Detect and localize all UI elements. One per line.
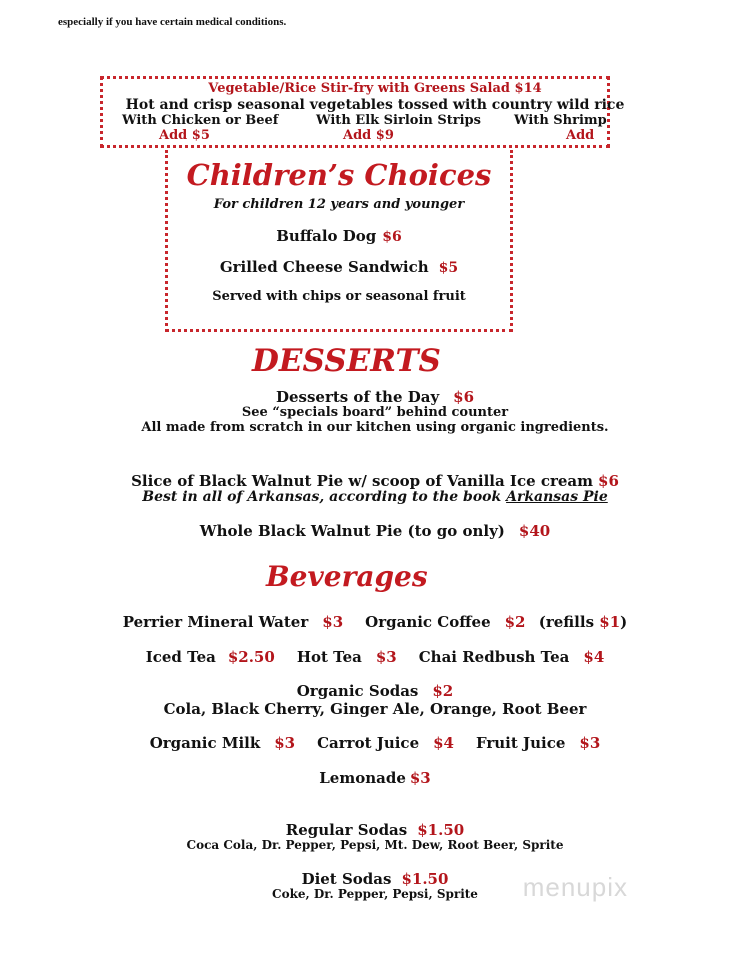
desserts-note-specials: See “specials board” behind counter [241,405,509,420]
medical-notice: especially if you have certain medical conditions. [58,16,287,28]
beverage-hot-tea: Hot Tea [296,648,362,666]
children-item-buffalo-dog: Buffalo Dog $6 [276,227,402,245]
menupix-watermark: menupix [522,872,628,902]
beverages-row-3: Organic Milk $3 Carrot Juice $4 Fruit Juice $3 [149,734,601,752]
beverages-row-2: Iced Tea $2.50 Hot Tea $3 Chai Redbush Tea $4 [145,648,605,666]
stirfry-description: Hot and crisp seasonal vegetables tossed with country wild rice [125,97,625,113]
beverage-milk: Organic Milk [149,734,261,752]
children-note: Served with chips or seasonal fruit [212,289,466,304]
beverage-diet-sodas: Diet Sodas $1.50 [301,870,449,888]
beverage-perrier: Perrier Mineral Water [122,613,309,631]
beverage-coffee: Organic Coffee [365,613,491,631]
desserts-of-the-day: Desserts of the Day $6 [275,388,475,406]
stirfry-option-chicken: With Chicken or Beef [122,113,279,128]
stirfry-option-elk-price: Add $9 [343,128,394,143]
dessert-whole-pie: Whole Black Walnut Pie (to go only) $40 [199,522,551,540]
beverage-organic-sodas: Organic Sodas $2 [296,682,454,700]
stirfry-option-shrimp: With Shrimp [514,113,607,128]
beverage-chai: Chai Redbush Tea [418,648,570,666]
beverages-heading: Beverages [266,560,428,593]
beverage-regular-sodas-list: Coca Cola, Dr. Pepper, Pepsi, Mt. Dew, Root Beer, Sprite [186,838,564,852]
children-item-grilled-cheese: Grilled Cheese Sandwich $5 [219,258,459,276]
desserts-heading: DESSERTS [252,343,441,379]
beverage-organic-sodas-flavors: Cola, Black Cherry, Ginger Ale, Orange, Root Beer [163,700,587,718]
desserts-note-scratch: All made from scratch in our kitchen using organic ingredients. [141,420,609,435]
beverage-diet-sodas-list: Coke, Dr. Pepper, Pepsi, Sprite [272,887,478,901]
stirfry-option-elk: With Elk Sirloin Strips [316,113,481,128]
beverage-regular-sodas: Regular Sodas $1.50 [285,821,465,839]
beverage-fruit-juice: Fruit Juice [475,734,566,752]
children-heading: Children’s Choices [186,158,492,192]
beverage-iced-tea: Iced Tea [145,648,216,666]
stirfry-title: Vegetable/Rice Stir-fry with Greens Salad $14 [208,81,542,96]
children-subtitle: For children 12 years and younger [213,197,465,212]
dessert-slice-pie: Slice of Black Walnut Pie w/ scoop of Vanilla Ice cream $6 [131,472,619,490]
beverage-lemonade: Lemonade $3 [319,769,431,787]
beverage-carrot-juice: Carrot Juice [317,734,420,752]
beverages-row-1: Perrier Mineral Water $3 Organic Coffee $2 (refills $1) [122,613,628,631]
dessert-slice-note: Best in all of Arkansas, according to the book Arkansas Pie [142,489,608,505]
stirfry-option-chicken-price: Add $5 [159,128,210,143]
stirfry-option-shrimp-price: Add [566,128,595,143]
